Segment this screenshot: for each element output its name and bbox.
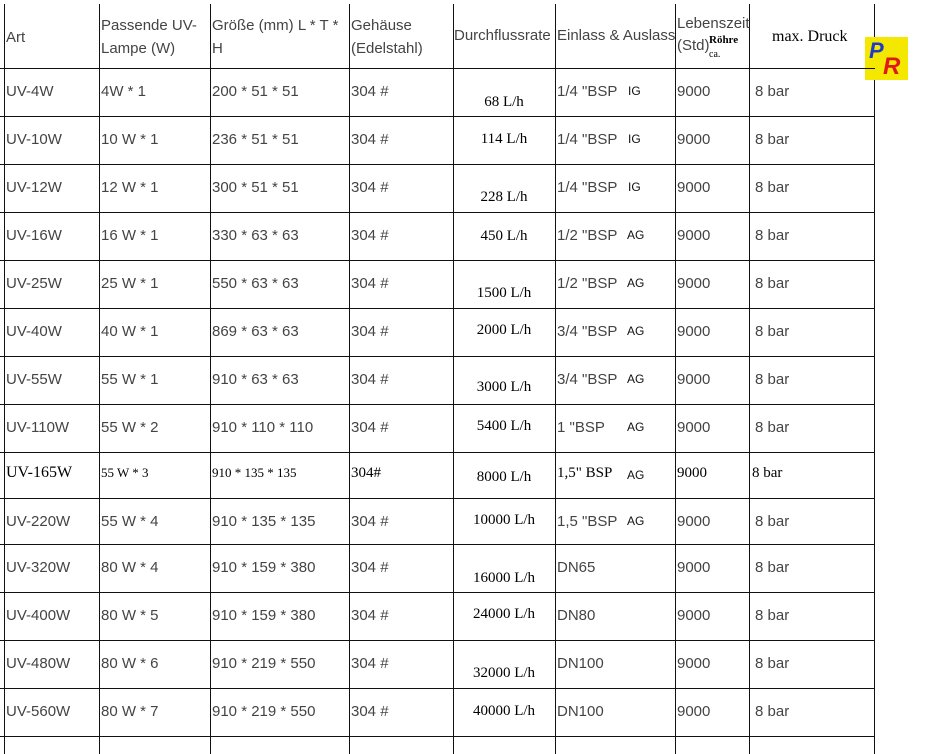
- row-divider: [0, 212, 875, 213]
- cell-druck: 8 bar: [755, 131, 790, 148]
- header-roehre: Röhre: [709, 34, 739, 46]
- row-divider: [0, 308, 875, 309]
- cell-durchflussrate: 1500 L/h: [476, 285, 532, 301]
- cell-lampe: 25 W * 1: [101, 275, 159, 292]
- cell-einlass: DN100: [557, 703, 604, 720]
- thread-type-badge: AG: [627, 420, 645, 434]
- cell-gehaeuse: 304 #: [351, 419, 389, 436]
- row-divider: [0, 736, 875, 737]
- cell-durchflussrate: 5400 L/h: [476, 418, 532, 434]
- header-lampe-line2: Lampe (W): [101, 40, 176, 57]
- cell-durchflussrate: 16000 L/h: [472, 570, 536, 586]
- cell-lampe: 80 W * 6: [101, 655, 159, 672]
- header-ca: ca.: [709, 49, 721, 60]
- cell-lampe: 4W * 1: [101, 83, 147, 100]
- cell-einlass: 1/2 "BSP: [557, 275, 618, 292]
- cell-lampe: 10 W * 1: [101, 131, 159, 148]
- cell-druck: 8 bar: [755, 227, 790, 244]
- cell-groesse: 910 * 63 * 63: [212, 371, 299, 388]
- row-divider: [0, 688, 875, 689]
- cell-druck: 8 bar: [755, 323, 790, 340]
- header-gehaeuse-line2: (Edelstahl): [351, 40, 423, 57]
- cell-einlass: 1,5 "BSP: [557, 513, 618, 530]
- cell-gehaeuse: 304 #: [351, 323, 389, 340]
- cell-durchflussrate: 114 L/h: [480, 131, 528, 147]
- pr-logo: [865, 37, 908, 80]
- cell-druck: 8 bar: [755, 607, 790, 624]
- cell-lebenszeit: 9000: [677, 131, 711, 148]
- cell-groesse: 910 * 135 * 135: [212, 513, 316, 530]
- thread-type-badge: IG: [628, 132, 641, 146]
- cell-druck: 8 bar: [755, 513, 790, 530]
- thread-type-badge: AG: [627, 372, 645, 386]
- cell-gehaeuse: 304 #: [351, 559, 389, 576]
- cell-groesse: 910 * 159 * 380: [212, 607, 316, 624]
- cell-lebenszeit: 9000: [677, 323, 711, 340]
- thread-type-badge: AG: [627, 276, 645, 290]
- cell-gehaeuse: 304 #: [351, 83, 389, 100]
- cell-art: UV-320W: [6, 559, 71, 576]
- cell-gehaeuse: 304 #: [351, 655, 389, 672]
- cell-gehaeuse: 304 #: [351, 227, 389, 244]
- logo-letter-p: P: [869, 38, 884, 63]
- cell-groesse: 550 * 63 * 63: [212, 275, 299, 292]
- cell-groesse: 910 * 159 * 380: [212, 559, 316, 576]
- cell-einlass: 1,5" BSP: [557, 465, 613, 481]
- cell-lampe: 80 W * 5: [101, 607, 159, 624]
- cell-einlass: 3/4 "BSP: [557, 371, 618, 388]
- cell-druck: 8 bar: [755, 275, 790, 292]
- cell-lampe: 55 W * 4: [101, 513, 159, 530]
- cell-gehaeuse: 304 #: [351, 513, 389, 530]
- cell-lampe: 55 W * 1: [101, 371, 159, 388]
- thread-type-badge: IG: [628, 180, 641, 194]
- cell-art: UV-220W: [6, 513, 71, 530]
- cell-lebenszeit: 9000: [677, 371, 711, 388]
- cell-einlass: DN100: [557, 655, 604, 672]
- cell-druck: 8 bar: [755, 655, 790, 672]
- header-lebenszeit-line2: (Std): [677, 37, 710, 54]
- cell-gehaeuse: 304 #: [351, 179, 389, 196]
- cell-lampe: 16 W * 1: [101, 227, 159, 244]
- cell-durchflussrate: 8000 L/h: [476, 469, 532, 485]
- cell-art: UV-165W: [6, 464, 73, 481]
- cell-lebenszeit: 9000: [677, 513, 711, 530]
- cell-druck: 8 bar: [755, 371, 790, 388]
- row-divider: [0, 404, 875, 405]
- header-durchflussrate: Durchflussrate: [454, 27, 551, 44]
- cell-lebenszeit: 9000: [677, 559, 711, 576]
- cell-durchflussrate: 10000 L/h: [472, 512, 536, 528]
- header-lampe-line1: Passende UV-: [101, 17, 197, 34]
- row-divider: [0, 544, 875, 545]
- cell-art: UV-110W: [6, 419, 70, 436]
- cell-lampe: 55 W * 2: [101, 419, 159, 436]
- cell-einlass: 1/4 "BSP: [557, 83, 618, 100]
- cell-art: UV-400W: [6, 607, 71, 624]
- cell-durchflussrate: 450 L/h: [480, 228, 528, 244]
- cell-druck: 8 bar: [755, 419, 790, 436]
- cell-durchflussrate: 228 L/h: [480, 189, 528, 205]
- cell-druck: 8 bar: [755, 83, 790, 100]
- cell-gehaeuse: 304 #: [351, 275, 389, 292]
- cell-groesse: 910 * 135 * 135: [212, 465, 297, 480]
- cell-groesse: 869 * 63 * 63: [212, 323, 299, 340]
- cell-groesse: 910 * 110 * 110: [212, 419, 314, 436]
- row-divider: [0, 640, 875, 641]
- cell-einlass: 1/4 "BSP: [557, 131, 618, 148]
- row-divider: [0, 68, 875, 69]
- cell-lebenszeit: 9000: [677, 655, 711, 672]
- cell-einlass: DN65: [557, 559, 596, 576]
- cell-lebenszeit: 9000: [677, 227, 711, 244]
- cell-lebenszeit: 9000: [677, 703, 711, 720]
- logo-letter-r: R: [883, 53, 901, 80]
- cell-lebenszeit: 9000: [677, 419, 711, 436]
- header-groesse-line1: Größe (mm) L * T *: [212, 17, 339, 34]
- cell-einlass: 1/2 "BSP: [557, 227, 618, 244]
- cell-art: UV-10W: [6, 131, 62, 148]
- thread-type-badge: AG: [627, 324, 645, 338]
- cell-art: UV-55W: [6, 371, 62, 388]
- cell-durchflussrate: 2000 L/h: [476, 322, 532, 338]
- cell-art: UV-480W: [6, 655, 71, 672]
- cell-art: UV-4W: [6, 83, 54, 100]
- cell-groesse: 200 * 51 * 51: [212, 83, 299, 100]
- header-einlass-auslass: Einlass & Auslass: [557, 27, 676, 44]
- cell-art: UV-560W: [6, 703, 71, 720]
- cell-durchflussrate: 32000 L/h: [472, 665, 536, 681]
- row-divider: [0, 164, 875, 165]
- cell-art: UV-16W: [6, 227, 62, 244]
- cell-gehaeuse: 304#: [351, 465, 381, 481]
- row-divider: [0, 260, 875, 261]
- cell-lebenszeit: 9000: [677, 607, 711, 624]
- cell-druck: 8 bar: [755, 179, 790, 196]
- row-divider: [0, 452, 875, 453]
- cell-groesse: 330 * 63 * 63: [212, 227, 299, 244]
- thread-type-badge: AG: [627, 468, 645, 482]
- cell-gehaeuse: 304 #: [351, 131, 389, 148]
- cell-durchflussrate: 3000 L/h: [476, 379, 532, 395]
- header-groesse-line2: H: [212, 40, 223, 57]
- cell-durchflussrate: 68 L/h: [484, 94, 524, 110]
- cell-lebenszeit: 9000: [677, 465, 707, 481]
- cell-groesse: 300 * 51 * 51: [212, 179, 299, 196]
- cell-lebenszeit: 9000: [677, 179, 711, 196]
- row-divider: [0, 116, 875, 117]
- header-max-druck: max. Druck: [772, 28, 848, 45]
- cell-gehaeuse: 304 #: [351, 703, 389, 720]
- thread-type-badge: IG: [628, 84, 641, 98]
- cell-lampe: 80 W * 7: [101, 703, 159, 720]
- cell-druck: 8 bar: [752, 465, 783, 481]
- cell-art: UV-40W: [6, 323, 62, 340]
- cell-art: UV-12W: [6, 179, 62, 196]
- header-lebenszeit-line1: Lebenszeit: [677, 15, 750, 32]
- row-divider: [0, 356, 875, 357]
- row-divider: [0, 498, 875, 499]
- cell-einlass: 1/4 "BSP: [557, 179, 618, 196]
- cell-lebenszeit: 9000: [677, 83, 711, 100]
- cell-groesse: 910 * 219 * 550: [212, 655, 316, 672]
- cell-lampe: 55 W * 3: [101, 465, 149, 480]
- cell-lampe: 40 W * 1: [101, 323, 159, 340]
- cell-einlass: 3/4 "BSP: [557, 323, 618, 340]
- row-divider: [0, 592, 875, 593]
- cell-einlass: DN80: [557, 607, 596, 624]
- cell-gehaeuse: 304 #: [351, 607, 389, 624]
- cell-lampe: 80 W * 4: [101, 559, 159, 576]
- cell-durchflussrate: 24000 L/h: [472, 606, 536, 622]
- cell-druck: 8 bar: [755, 559, 790, 576]
- cell-art: UV-25W: [6, 275, 62, 292]
- header-art: Art: [6, 29, 26, 46]
- thread-type-badge: AG: [627, 228, 645, 242]
- cell-einlass: 1 "BSP: [557, 419, 605, 436]
- cell-lampe: 12 W * 1: [101, 179, 159, 196]
- thread-type-badge: AG: [627, 514, 645, 528]
- cell-groesse: 910 * 219 * 550: [212, 703, 316, 720]
- cell-gehaeuse: 304 #: [351, 371, 389, 388]
- cell-durchflussrate: 40000 L/h: [472, 703, 536, 719]
- cell-groesse: 236 * 51 * 51: [212, 131, 299, 148]
- cell-lebenszeit: 9000: [677, 275, 711, 292]
- header-gehaeuse-line1: Gehäuse: [351, 17, 412, 34]
- cell-druck: 8 bar: [755, 703, 790, 720]
